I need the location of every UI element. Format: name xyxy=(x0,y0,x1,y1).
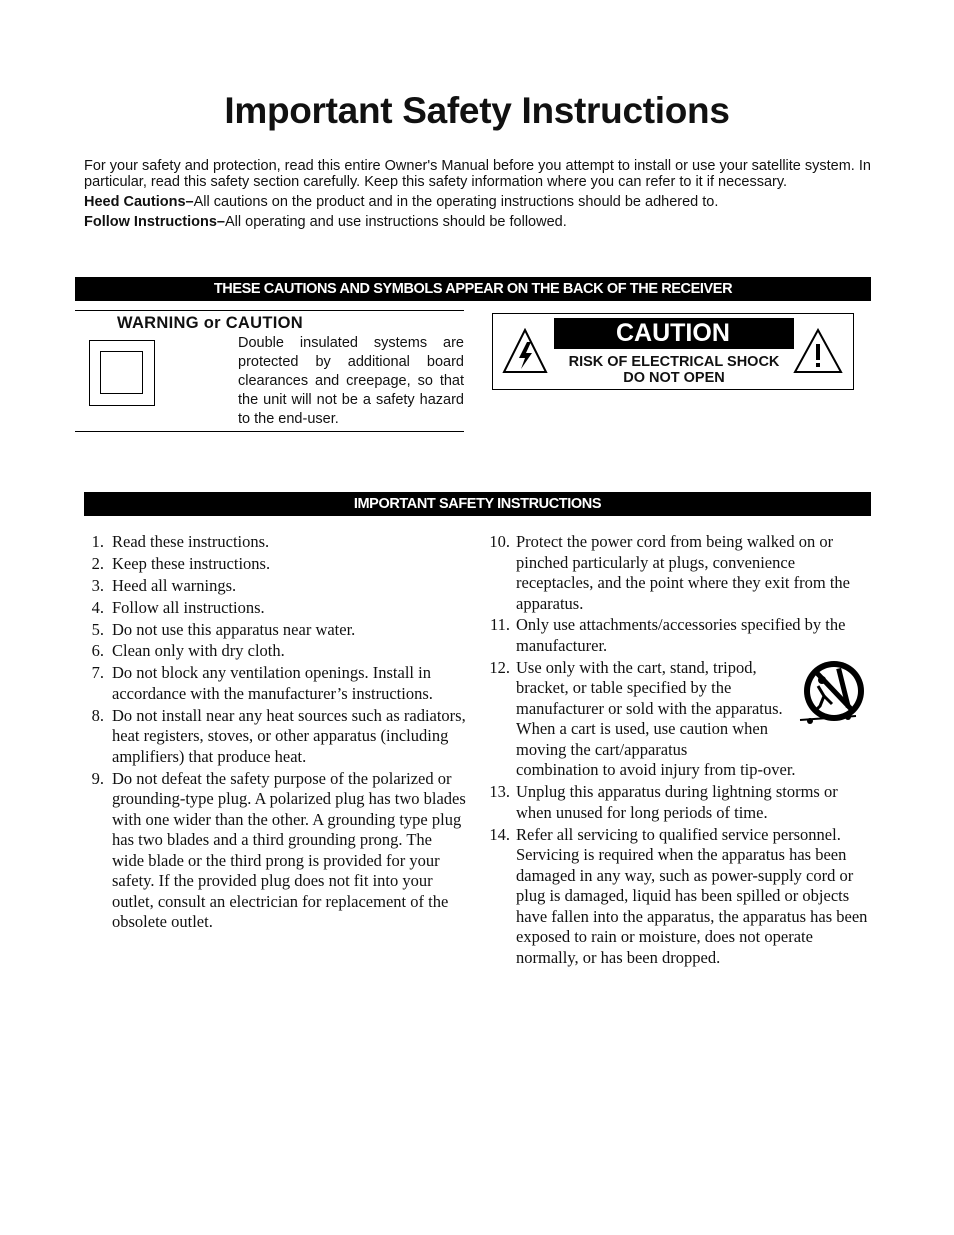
list-item: 10. Protect the power cord from being walked on or pinched particularly at plugs, convenience receptacles, and the point where they exit from the apparatus. xyxy=(489,532,850,613)
list-item: 5. Do not use this apparatus near water. xyxy=(91,619,356,639)
list-item: 8. Do not install near any heat sources such as radiators, heat registers, stoves, or other apparatus (including amplifiers) that produce heat. xyxy=(91,705,466,766)
list-item: 7. Do not block any ventilation openings. Install in accordance with the manufacturer’s instructions. xyxy=(91,663,433,703)
exclamation-triangle-icon xyxy=(793,328,843,374)
heed-cautions xyxy=(84,194,874,210)
caution-risk-text: RISK OF ELECTRICAL SHOCK xyxy=(568,354,780,370)
page-title: Important Safety Instructions xyxy=(224,90,730,131)
receiver-cautions-banner: THESE CAUTIONS AND SYMBOLS APPEAR ON THE BACK OF THE RECEIVER xyxy=(75,277,871,301)
caution-heading: CAUTION xyxy=(554,318,794,349)
instructions-list-left xyxy=(84,532,466,934)
list-item: 13. Unplug this apparatus during lightning storms or when unused for long periods of time. xyxy=(489,782,838,822)
double-insulated-icon xyxy=(89,340,155,406)
warning-text: Double insulated systems are protected by additional board clearances and creepage, so that the unit will not be a safety hazard to the end-user. xyxy=(238,335,464,427)
list-item: 2. Keep these instructions. xyxy=(91,553,271,573)
list-item: 4. Follow all instructions. xyxy=(91,597,265,617)
heed-cautions-label: Heed Cautions– xyxy=(84,194,194,210)
follow-instructions-text: All operating and use instructions should be followed. xyxy=(224,214,567,230)
intro-paragraph: For your safety and protection, read this entire Owner's Manual before you attempt to install or use your satellite system. In particular, read this safety section carefully. Keep this safety information where you can refer to it if necessary. xyxy=(84,158,871,190)
list-item: 14. Refer all servicing to qualified service personnel. Servicing is required when the apparatus has been damaged in any way, such as power-supply cord or plug is damaged, liquid has been spilled or objects have fallen into the apparatus, the apparatus has been exposed to rain or moisture, does not operate normally, or has been dropped. xyxy=(489,824,868,967)
instructions-list-right xyxy=(488,532,870,969)
lightning-triangle-icon xyxy=(502,328,548,374)
safety-instructions-banner: IMPORTANT SAFETY INSTRUCTIONS xyxy=(84,492,871,516)
intro-section xyxy=(84,158,874,234)
follow-instructions-label: Follow Instructions– xyxy=(84,214,225,230)
cart-tipover-icon xyxy=(796,660,868,726)
caution-do-not-open-text: DO NOT OPEN xyxy=(623,370,725,386)
list-item: 6. Clean only with dry cloth. xyxy=(91,641,285,661)
heed-cautions-text: All cautions on the product and in the operating instructions should be adhered to. xyxy=(193,194,719,210)
list-item: 3. Heed all warnings. xyxy=(91,575,237,595)
list-item: 1. Read these instructions. xyxy=(91,532,270,551)
caution-label xyxy=(492,313,854,390)
list-item: 12. Use only with the cart, stand, tripod, bracket, or table specified by the manufacturer or sold with the apparatus. When a cart is used, use caution when moving the cart/apparatus combination to avoid injury from tip-over. xyxy=(488,658,870,781)
follow-instructions xyxy=(84,214,874,230)
list-item: 11. Only use attachments/accessories specified by the manufacturer. xyxy=(489,615,846,655)
warning-panel xyxy=(75,310,464,432)
warning-title: WARNING or CAUTION xyxy=(117,314,303,332)
list-item: 9. Do not defeat the safety purpose of the polarized or grounding-type plug. A polarized plug has two blades with one wider than the other. A grounding type plug has two blades and a third grounding prong. The wide blade or the third prong is provided for your safety. If the provided plug does not fit into your outlet, consult an electrician for replacement of the obsolete outlet. xyxy=(91,768,466,932)
